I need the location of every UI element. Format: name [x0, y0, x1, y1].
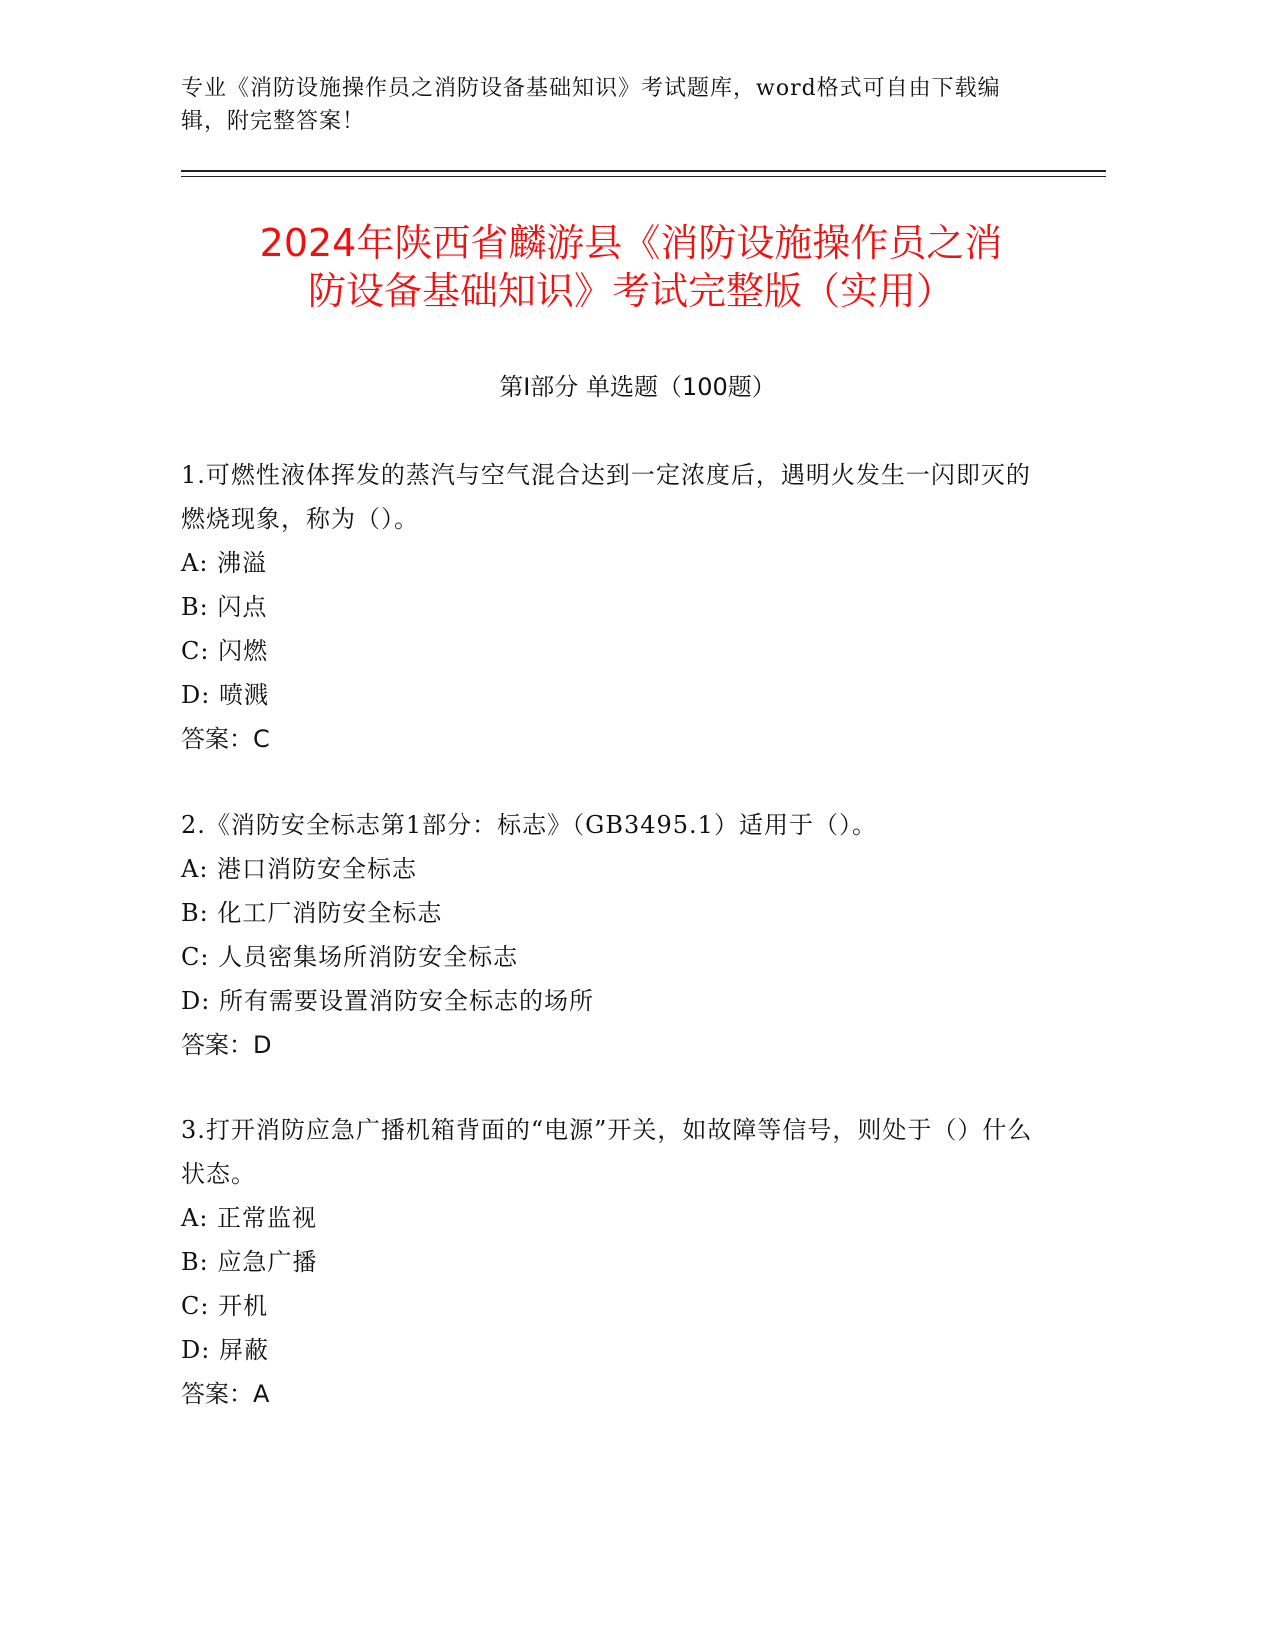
- option-a: A: 港口消防安全标志: [181, 855, 418, 883]
- title-line-1: 2024年陕西省麟游县《消防设施操作员之消: [259, 221, 1003, 265]
- option-b: B: 化工厂消防安全标志: [181, 899, 443, 927]
- option-c: C: 闪燃: [181, 637, 269, 665]
- header-note: 专业《消防设施操作员之消防设备基础知识》考试题库，word格式可自由下载编辑，附完整答案！: [181, 76, 1001, 134]
- option-c: C: 开机: [181, 1292, 269, 1320]
- answer: 答案：A: [181, 1380, 270, 1408]
- question-item: [181, 453, 1051, 761]
- option-b: B: 应急广播: [181, 1248, 318, 1276]
- option-a: A: 正常监视: [181, 1204, 318, 1232]
- option-c: C: 人员密集场所消防安全标志: [181, 943, 519, 971]
- section-heading: 第Ⅰ部分 单选题（100题）: [499, 373, 776, 401]
- question-item: [181, 803, 1051, 1067]
- header-divider-thick: [181, 170, 1106, 172]
- answer: 答案：D: [181, 1031, 272, 1059]
- option-b: B: 闪点: [181, 593, 268, 621]
- answer: 答案：C: [181, 725, 270, 753]
- header-divider-thin: [181, 176, 1106, 177]
- document-title: [181, 219, 1081, 315]
- option-d: D: 喷溅: [181, 681, 269, 709]
- option-d: D: 所有需要设置消防安全标志的场所: [181, 987, 594, 1015]
- question-item: [181, 1108, 1051, 1416]
- option-d: D: 屏蔽: [181, 1336, 269, 1364]
- title-line-2: 防设备基础知识》考试完整版（实用）: [307, 269, 954, 313]
- question-stem: 1.可燃性液体挥发的蒸汽与空气混合达到一定浓度后，遇明火发生一闪即灭的燃烧现象，称为（）。: [181, 461, 1031, 533]
- option-a: A: 沸溢: [181, 549, 268, 577]
- question-stem: 2.《消防安全标志第1部分：标志》（GB3495.1）适用于（）。: [181, 811, 877, 839]
- question-stem: 3.打开消防应急广播机箱背面的“电源”开关，如故障等信号，则处于（）什么状态。: [181, 1116, 1033, 1188]
